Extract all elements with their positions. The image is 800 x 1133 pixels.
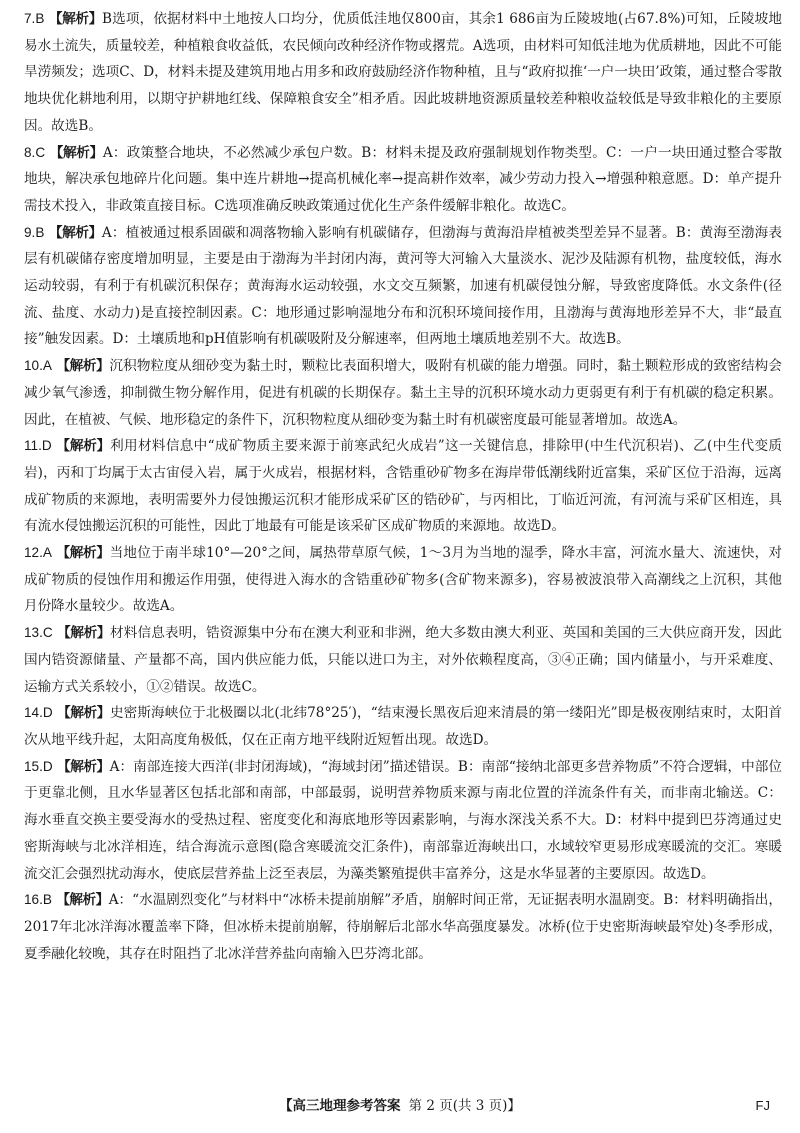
question-number: 7.B bbox=[24, 11, 45, 26]
question-number: 12.A bbox=[24, 545, 52, 561]
analysis-tag: 【解析】 bbox=[56, 438, 111, 455]
answer-item-7 bbox=[24, 6, 782, 140]
question-number: 13.C bbox=[24, 625, 53, 641]
question-number: 11.D bbox=[24, 438, 52, 454]
analysis-text: A：南部连接大西洋(非封闭海域)，“海域封闭”描述错误。B：南部“接纳北部更多营养物质”不符合逻辑，中部位于更靠北侧，且水华显著区包括北部和南部，中部最弱，说明营养物质来源与南北位置的洋流条件有关，而非南北输送。C：海水垂直交换主要受海水的受热过程、密度变化和海底地形等因素影响，与海水深浅关系不大。D：材料中提到巴芬湾通过史密斯海峡与北冰洋相连，结合海流示意图(隐含寒暖流交汇条件)，南部靠近海峡出口，水域较窄更易形成寒暖流的交汇。寒暖流交汇会强烈扰动海水，使底层营养盐上泛至表层，为藻类繁殖提供丰富养分，这是水华显著的主要原因。故选D。 bbox=[24, 758, 782, 882]
answer-item-9 bbox=[24, 220, 782, 354]
page-footer bbox=[0, 1093, 800, 1119]
analysis-text: 材料信息表明，锆资源集中分布在澳大利亚和非洲，绝大多数由澳大利亚、英国和美国的三大供应商开发，因此国内锆资源储量、产量都不高，国内供应能力低，只能以进口为主，对外依赖程度高，③④正确；国内储量小，与开采难度、运输方式关系较小，①②错误。故选C。 bbox=[24, 625, 783, 695]
answer-item-12 bbox=[24, 540, 782, 620]
footer-region-code: FJ bbox=[755, 1098, 770, 1113]
analysis-tag: 【解析】 bbox=[48, 11, 102, 27]
answer-item-8 bbox=[24, 140, 782, 220]
footer-title: 【高三地理参考答案 bbox=[279, 1098, 401, 1114]
analysis-text: 沉积物粒度从细砂变为黏土时，颗粒比表面积增大，吸附有机碳的能力增强。同时，黏土颗粒形成的致密结构会减少氧气渗透，抑制微生物分解作用，促进有机碳的长期保存。黏土主导的沉积环境水动力更弱更有利于有机碳的稳定积累。因此，在植被、气候、地形稳定的条件下，沉积物粒度从细砂变为黏土时有机碳密度最可能显著增加。故选A。 bbox=[24, 358, 783, 428]
answer-item-10 bbox=[24, 353, 782, 433]
analysis-tag: 【解析】 bbox=[57, 625, 111, 642]
question-number: 15.D bbox=[24, 758, 53, 774]
answer-item-15 bbox=[24, 754, 782, 888]
analysis-text: A：政策整合地块，不必然减少承包户数。B：材料未提及政府强制规划作物类型。C：一户一块田通过整合零散地块，解决承包地碎片化问题。集中连片耕地→提高机械化率→提高耕作效率，减少劳动力投入→增强种粮意愿。D：单产提升需技术投入，非政策直接目标。C选项准确反映政策通过优化生产条件缓解非粮化。故选C。 bbox=[24, 144, 782, 214]
answer-page bbox=[24, 6, 782, 967]
analysis-text: B选项，依据材料中土地按人口均分，优质低洼地仅800亩，其余1 686亩为丘陵坡地(占67.8%)可知，丘陵坡地易水土流失，质量较差，种植粮食收益低，农民倾向改种经济作物或撂荒。A选项，由材料可知低洼地为优质耕地，因此不可能旱涝频发；选项C、D，材料未提及建筑用地占用多和政府鼓励经济作物种植，且与“政府拟推‘一户一块田’政策，通过整合零散地块优化耕地利用，以期守护耕地红线、保障粮食安全”相矛盾。因此坡耕地资源质量较差种粮收益较低是导致非粮化的主要原因。故选B。 bbox=[24, 11, 783, 134]
analysis-text: 利用材料信息中“成矿物质主要来源于前寒武纪火成岩”这一关键信息，排除甲(中生代沉积岩)、乙(中生代变质岩)，丙和丁均属于太古宙侵入岩，属于火成岩，根据材料，含锆重砂矿物多在海岸带低潮线附近富集，采矿区位于沿海，远离成矿物质的来源地，表明需要外力侵蚀搬运沉积才能形成采矿区的锆砂矿，与丙相比，丁临近河流，有河流与采矿区相连，具有流水侵蚀搬运沉积的可能性，因此丁地最有可能是该采矿区成矿物质的来源地。故选D。 bbox=[24, 438, 783, 535]
answer-item-16 bbox=[24, 887, 782, 967]
question-number: 8.C bbox=[24, 144, 46, 160]
question-number: 9.B bbox=[24, 224, 45, 240]
answer-item-14 bbox=[24, 700, 782, 753]
answer-item-13 bbox=[24, 620, 782, 700]
analysis-text: A：“水温剧烈变化”与材料中“冰桥未提前崩解”矛盾，崩解时间正常，无证据表明水温剧变。B：材料明确指出，2017年北冰洋海冰覆盖率下降，但冰桥未提前崩解，待崩解后北部水华高强度暴发。冰桥(位于史密斯海峡最窄处)冬季形成，夏季融化较晚，其存在时阻挡了北冰洋营养盐向南输入巴芬湾北部。 bbox=[24, 892, 783, 962]
analysis-tag: 【解析】 bbox=[48, 224, 102, 241]
analysis-tag: 【解析】 bbox=[56, 358, 110, 375]
analysis-tag: 【解析】 bbox=[49, 144, 103, 161]
footer-page-number: 第 2 页(共 3 页)】 bbox=[408, 1098, 521, 1114]
analysis-tag: 【解析】 bbox=[57, 705, 110, 722]
analysis-text: A：植被通过根系固碳和凋落物输入影响有机碳储存，但渤海与黄海沿岸植被类型差异不显著。B：黄海至渤海表层有机碳储存密度增加明显，主要是由于渤海为半封闭内海，黄河等大河输入大量淡水、泥沙及陆源有机物，盐度较低，海水运动较弱，有利于有机碳沉积保存；黄海海水运动较强，水文交互频繁，加速有机碳侵蚀分解，导致密度降低。水文条件(径流、盐度、水动力)是直接控制因素。C：地形通过影响湿地分布和沉积环境间接作用，且渤海与黄海地形差异不大，非“最直接”触发因素。D：土壤质地和pH值影响有机碳吸附及分解速率，但两地土壤质地差别不大。故选B。 bbox=[24, 224, 782, 348]
answer-item-11 bbox=[24, 433, 782, 540]
analysis-tag: 【解析】 bbox=[56, 545, 110, 562]
question-number: 16.B bbox=[24, 892, 52, 908]
analysis-text: 当地位于南半球10°—20°之间，属热带草原气候，1～3月为当地的湿季，降水丰富，河流水量大、流速快，对成矿物质的侵蚀作用和搬运作用强，使得进入海水的含锆重砂矿物多(含矿物来源多)，容易被波浪带入高潮线之上沉积，其他月份降水量较少。故选A。 bbox=[24, 545, 782, 615]
analysis-text: 史密斯海峡位于北极圈以北(北纬78°25′)，“结束漫长黑夜后迎来清晨的第一缕阳光”即是极夜刚结束时，太阳首次从地平线升起，太阳高度角极低，仅在正南方地平线附近短暂出现。故选D。 bbox=[24, 705, 783, 748]
analysis-tag: 【解析】 bbox=[56, 892, 109, 909]
analysis-tag: 【解析】 bbox=[57, 758, 110, 775]
question-number: 10.A bbox=[24, 358, 52, 374]
question-number: 14.D bbox=[24, 705, 53, 721]
footer-label bbox=[0, 1093, 800, 1119]
